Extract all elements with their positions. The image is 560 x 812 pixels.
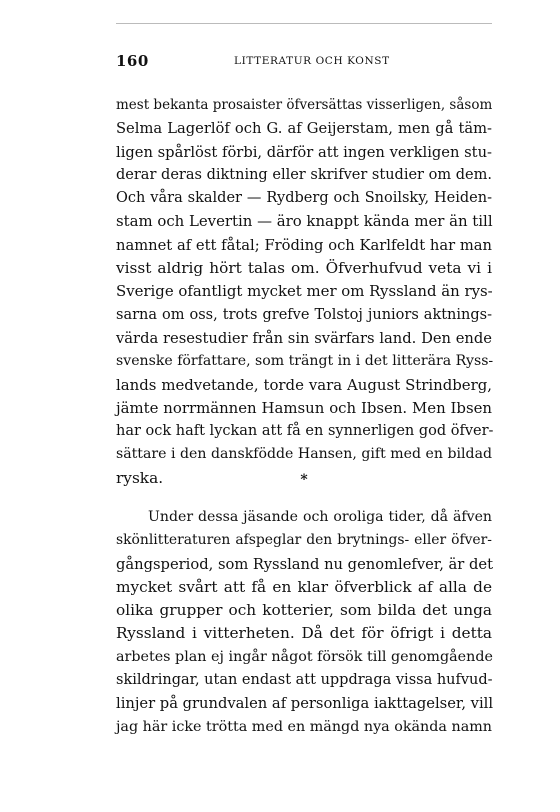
text-line: sättare i den danskfödde Hansen, gift med en bildad bbox=[116, 446, 492, 463]
text-line: mycket svårt att få en klar öfverblick af alla de bbox=[116, 577, 492, 596]
text-line: jämte norrmännen Hamsun och Ibsen. Men Ibsen bbox=[116, 398, 492, 417]
text-line: olika grupper och kotterier, som bilda det unga bbox=[116, 601, 492, 620]
text-line: har ock haft lyckan att få en synnerligen god öfver- bbox=[116, 423, 494, 440]
text-line: stam och Levertin — äro knappt kända mer än till bbox=[116, 212, 493, 231]
text-line: Ryssland i vitterheten. Då det för öfrigt i detta bbox=[116, 624, 492, 643]
page-number: 160 bbox=[116, 52, 149, 70]
running-head: LITTERATUR OCH KONST bbox=[234, 55, 390, 67]
text-line: Och våra skalder — Rydberg och Snoilsky, Heiden- bbox=[116, 190, 492, 207]
text-line: derar deras diktning eller skrifver studier om dem. bbox=[116, 166, 492, 183]
text-line: visst aldrig hört talas om. Öfverhufvud veta vi i bbox=[116, 259, 492, 278]
text-line: jag här icke trötta med en mängd nya okända namn bbox=[116, 718, 492, 735]
text-line: Sverige ofantligt mycket mer om Ryssland än rys- bbox=[116, 282, 493, 301]
text-line: värda resestudier från sin svärfars land. Den ende bbox=[116, 329, 492, 347]
paragraph-1 bbox=[116, 94, 492, 490]
text-line: Under dessa jäsande och oroliga tider, då äfven bbox=[148, 509, 492, 525]
page-header bbox=[116, 52, 492, 74]
text-line: sarna om oss, trots grefve Tolstoj juniors aktnings- bbox=[116, 306, 492, 323]
text-line: lands medvetande, torde vara August Strindberg, bbox=[116, 375, 492, 394]
paragraph-2 bbox=[116, 506, 492, 739]
section-separator: * bbox=[300, 472, 308, 488]
header-rule bbox=[116, 23, 492, 24]
text-line: linjer på grundvalen af personliga iakttagelser, vill bbox=[116, 695, 494, 713]
text-line: gångsperiod, som Ryssland nu genomlefver, är det bbox=[116, 555, 493, 573]
text-line: Selma Lagerlöf och G. af Geijerstam, men gå täm- bbox=[116, 120, 492, 138]
text-line: svenske författare, som trängt in i det litterära Ryss- bbox=[116, 353, 494, 370]
text-line: namnet af ett fåtal; Fröding och Karlfeldt har man bbox=[116, 236, 492, 254]
text-line: mest bekanta prosaister öfversättas visserligen, såsom bbox=[116, 97, 493, 113]
text-line: skildringar, utan endast att uppdraga vissa hufvud- bbox=[116, 672, 493, 689]
text-line: skönlitteraturen afspeglar den brytnings- eller öfver- bbox=[116, 532, 492, 549]
text-line: arbetes plan ej ingår något försök till genomgående bbox=[116, 648, 493, 665]
text-line: ryska. bbox=[116, 468, 164, 487]
text-line: ligen spårlöst förbi, därför att ingen verkligen stu- bbox=[116, 143, 492, 161]
